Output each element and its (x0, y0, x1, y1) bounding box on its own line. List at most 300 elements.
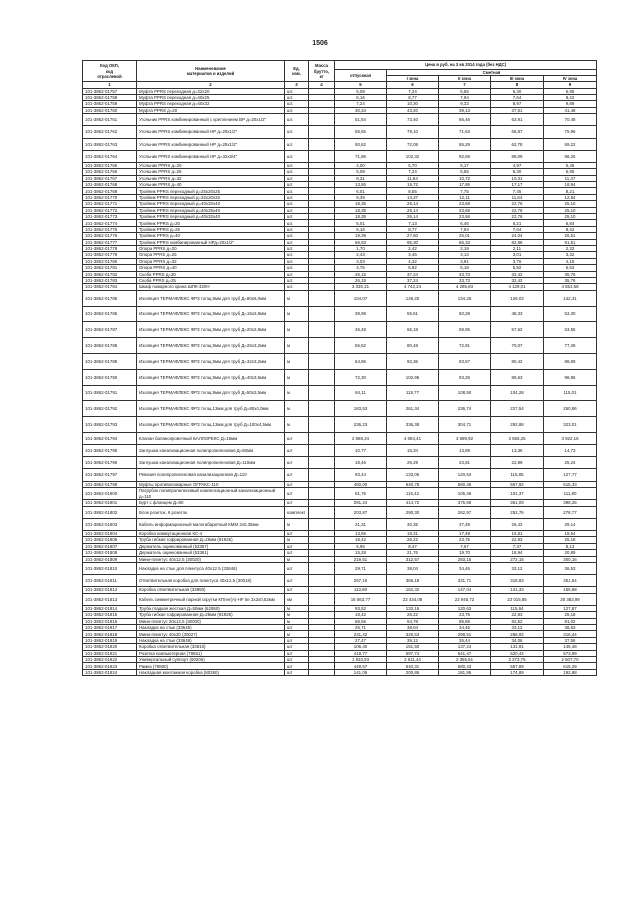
row-price-release: 26,15 (335, 271, 387, 277)
row-price-zone-2: 120,53 (439, 469, 491, 481)
row-mass (309, 353, 335, 369)
row-price-zone-3: 32,42 (491, 271, 544, 277)
row-code: 101-3862-01814 (83, 605, 137, 611)
row-price-zone-3: 557,89 (491, 663, 544, 669)
row-name: Тройник PPRS переходный д=32х20х32 (137, 194, 285, 200)
row-price-zone-3: 104,28 (491, 385, 544, 401)
row-price-zone-3: 131,91 (491, 644, 544, 650)
row-mass (309, 593, 335, 605)
row-price-zone-2: 50,28 (439, 306, 491, 322)
row-price-zone-3: 6,21 (491, 220, 544, 226)
row-unit: м (285, 417, 309, 433)
row-price-zone-4: 69,22 (544, 138, 597, 150)
row-price-zone-4: 25,18 (544, 537, 597, 543)
row-price-zone-2: 7,94 (439, 226, 491, 232)
row-code: 101-3862-01793 (83, 417, 137, 433)
row-unit: м (285, 338, 309, 354)
row-mass (309, 138, 335, 150)
row-code: 101-3862-01786 (83, 306, 137, 322)
row-code: 101-3862-01811 (83, 575, 137, 587)
row-unit: шт (285, 432, 309, 444)
row-price-zone-2: 2,19 (439, 246, 491, 252)
row-name: Универсальный суппорт (60206) (137, 657, 285, 663)
row-unit: шт. (285, 284, 309, 290)
row-code: 101-3862-01818 (83, 631, 137, 637)
row-price-zone-3: 24,04 (491, 233, 544, 239)
row-price-zone-3: 22,76 (491, 214, 544, 220)
row-price-zone-2: 85,86 (439, 618, 491, 624)
row-price-zone-1: 336,38 (387, 417, 439, 433)
row-unit: шт. (285, 201, 309, 207)
row-price-zone-4: 8,42 (544, 226, 597, 232)
row-price-zone-4: 145,48 (544, 644, 597, 650)
row-price-release: 55,55 (335, 126, 387, 138)
row-price-zone-1: 597,74 (387, 650, 439, 656)
row-price-zone-1: 15,34 (387, 445, 439, 457)
row-price-zone-2: 83,67 (439, 353, 491, 369)
row-price-zone-3: 32,42 (491, 277, 544, 283)
row-price-zone-1: 414,72 (387, 500, 439, 506)
row-price-zone-4: 8,21 (544, 188, 597, 194)
row-price-zone-4: 25,10 (544, 207, 597, 213)
row-name: Мини-плинтус 20х12,5 (30000) (137, 618, 285, 624)
row-price-release: 183,53 (335, 401, 387, 417)
row-code: 101-3862-01803 (83, 518, 137, 530)
row-price-zone-4: 155,88 (544, 587, 597, 593)
header-mass: Масса брутто, кг (309, 61, 335, 82)
row-price-release: 64,86 (335, 353, 387, 369)
row-mass (309, 417, 335, 433)
row-price-zone-4: 25,24 (544, 457, 597, 469)
row-price-zone-1: 80,48 (387, 338, 439, 354)
row-name: Мини-плинтус 40х12,5 (30020) (137, 556, 285, 562)
row-unit: м (285, 290, 309, 306)
row-price-zone-4: 12,84 (544, 194, 597, 200)
row-price-zone-1: 66,18 (387, 322, 439, 338)
row-price-zone-4: 91,02 (544, 618, 597, 624)
row-unit: шт (285, 644, 309, 650)
row-price-zone-3: 89,63 (491, 369, 544, 385)
row-code: 101-3862-01822 (83, 657, 137, 663)
row-price-release: 9,39 (335, 194, 387, 200)
row-price-zone-1: 4 742,24 (387, 284, 439, 290)
row-code: 101-3862-01771 (83, 201, 137, 207)
row-price-zone-2: 23 945,72 (439, 593, 491, 605)
row-code: 101-3862-01776 (83, 233, 137, 239)
row-price-zone-1: 102,95 (387, 369, 439, 385)
row-name: Мини-плинтус 40х20 (30027) (137, 631, 285, 637)
row-price-zone-4: 8,42 (544, 95, 597, 101)
row-code: 101-3862-01813 (83, 593, 137, 605)
header-price-title: Цена в руб. на 3 кв 2014 года (без НДС) (335, 61, 597, 70)
row-price-zone-1: 148,20 (387, 290, 439, 306)
row-code: 101-3862-01780 (83, 258, 137, 264)
row-price-zone-3: 7,64 (491, 95, 544, 101)
row-price-zone-4: 8,13 (544, 543, 597, 549)
row-price-zone-1: 37,24 (387, 271, 439, 277)
row-name: Коробка ответвительная (33850) (137, 587, 285, 593)
row-code: 101-3862-01765 (83, 162, 137, 168)
row-code: 101-3862-01759 (83, 101, 137, 107)
row-price-zone-3: 4,97 (491, 162, 544, 168)
row-code: 101-3862-01775 (83, 226, 137, 232)
row-price-release: 3,03 (335, 258, 387, 264)
row-price-zone-1: 3,46 (387, 252, 439, 258)
row-mass (309, 457, 335, 469)
row-price-zone-2: 7,94 (439, 95, 491, 101)
row-price-zone-1: 39,12 (387, 637, 439, 643)
table-row (83, 150, 597, 162)
row-code: 101-3862-01758 (83, 95, 137, 101)
row-code: 101-3862-01796 (83, 457, 137, 469)
row-price-zone-4: 6,84 (544, 220, 597, 226)
row-price-zone-3: 141,33 (491, 587, 544, 593)
row-price-zone-3: 318,83 (491, 575, 544, 587)
header-zone-3: III зона (491, 76, 544, 82)
row-unit: комплект (285, 506, 309, 518)
row-mass (309, 385, 335, 401)
row-price-zone-2: 7,67 (439, 543, 491, 549)
row-name: Изоляция ТЕРМАФЛЕКС ФРЗ толщ.9мм для труб Д=80х6,0мм (137, 290, 285, 306)
row-name: Накладка на стык для плинтуса 40х12.5 (33646) (137, 562, 285, 574)
row-price-zone-1: 30,35 (387, 518, 439, 530)
row-price-release: 19,39 (335, 233, 387, 239)
row-price-zone-2: 19,70 (439, 550, 491, 556)
row-name: Труба гибкая гофрированная Д=25мм (91925) (137, 537, 285, 543)
row-price-release: 84,11 (335, 385, 387, 401)
row-price-zone-3: 13,35 (491, 445, 544, 457)
row-price-zone-3: 174,89 (491, 669, 544, 675)
row-price-release: 2,43 (335, 252, 387, 258)
row-price-zone-2: 71,63 (439, 126, 491, 138)
column-number: 2 (137, 82, 285, 88)
row-name: Коробка ответвительная (33810) (137, 644, 285, 650)
row-name: Держатель оцинкованный (53357) (137, 543, 285, 549)
row-price-release: 6,01 (335, 188, 387, 194)
row-unit: шт (285, 625, 309, 631)
row-unit: м (285, 369, 309, 385)
row-price-zone-4: 35,76 (544, 277, 597, 283)
row-price-zone-4: 18,54 (544, 531, 597, 537)
row-unit: шт (285, 637, 309, 643)
table-row (83, 369, 597, 385)
row-unit: м (285, 518, 309, 530)
row-name: Изоляция ТЕРМАФЛЕКС ФРЗ толщ.13мм для труб Д=100х4,5мм (137, 417, 285, 433)
row-price-zone-2: 12,11 (439, 194, 491, 200)
table-row (83, 669, 597, 675)
row-price-zone-1: 102,32 (387, 150, 439, 162)
row-price-zone-3: 33,12 (491, 625, 544, 631)
row-price-zone-2: 23,68 (439, 207, 491, 213)
row-name: Ответвительная коробка для плинтуса 40х12.5 (30018) (137, 575, 285, 587)
row-price-zone-4: 36,53 (544, 562, 597, 574)
row-price-zone-2: 23,75 (439, 612, 491, 618)
row-name: Рамка (78800) (137, 663, 285, 669)
table-row (83, 306, 597, 322)
row-price-zone-1: 8,77 (387, 95, 439, 101)
row-name: Розетка компьютерная (79651) (137, 650, 285, 656)
row-price-zone-1: 5,70 (387, 162, 439, 168)
row-price-zone-4: 98,86 (544, 369, 597, 385)
row-price-zone-1: 19,72 (387, 182, 439, 188)
row-price-release: 66,56 (335, 618, 387, 624)
row-price-zone-4: 70,48 (544, 114, 597, 126)
row-price-release: 13,85 (335, 182, 387, 188)
row-unit: м (285, 605, 309, 611)
row-price-zone-2: 92,69 (439, 150, 491, 162)
row-price-zone-1: 7,24 (387, 88, 439, 94)
header-name: Наименование материалов и изделий (137, 61, 285, 82)
row-name: Угольник PPRS д=32 (137, 175, 285, 181)
row-unit: м (285, 556, 309, 562)
row-price-zone-2: 147,04 (439, 587, 491, 593)
row-price-zone-1: 43,20 (387, 107, 439, 113)
row-price-zone-1: 6,82 (387, 265, 439, 271)
row-price-zone-2: 9,33 (439, 101, 491, 107)
row-price-zone-4: 192,88 (544, 669, 597, 675)
row-price-zone-1: 27,60 (387, 233, 439, 239)
row-price-zone-3: 70,07 (491, 338, 544, 354)
row-price-release: 4,76 (335, 265, 387, 271)
row-price-zone-1: 200,86 (387, 669, 439, 675)
row-price-zone-2: 3,13 (439, 252, 491, 258)
row-code: 101-3862-01772 (83, 207, 137, 213)
row-name: Тройник PPRS переходный д=25х20х25 (137, 188, 285, 194)
row-mass (309, 338, 335, 354)
header-unit: Ед. изм. (285, 61, 309, 82)
row-price-zone-4: 127,77 (544, 469, 597, 481)
row-price-zone-2: 331,71 (439, 575, 491, 587)
row-mass (309, 150, 335, 162)
row-price-release: 72,30 (335, 369, 387, 385)
row-name: Муфта PPRS переходная д=40х32 (137, 101, 285, 107)
row-price-zone-3: 80,42 (491, 353, 544, 369)
row-price-zone-2: 35,44 (439, 637, 491, 643)
row-price-zone-2: 6,55 (439, 88, 491, 94)
row-price-zone-4: 41,48 (544, 107, 597, 113)
row-mass (309, 322, 335, 338)
row-price-zone-1: 26,22 (387, 537, 439, 543)
row-price-release: 1,70 (335, 246, 387, 252)
row-price-zone-2: 59,95 (439, 322, 491, 338)
row-code: 101-3862-01768 (83, 182, 137, 188)
row-name: Заглушка канализационная полипропиленовая Д=50мм (137, 445, 285, 457)
column-number: 4 (309, 82, 335, 88)
row-price-zone-3: 62,78 (491, 138, 544, 150)
row-price-zone-3: 4 129,01 (491, 284, 544, 290)
row-name: Угольник PPRS д=25 (137, 169, 285, 175)
row-price-zone-1: 26,22 (387, 612, 439, 618)
row-price-zone-1: 73,40 (387, 114, 439, 126)
row-name: Опора PPRS д=25 (137, 252, 285, 258)
row-name: Скоба PPRS д=20 (137, 271, 285, 277)
row-code: 101-3862-01783 (83, 277, 137, 283)
row-price-zone-1: 23 434,08 (387, 593, 439, 605)
row-code: 101-3862-01763 (83, 138, 137, 150)
row-price-zone-4: 11,37 (544, 175, 597, 181)
row-price-zone-1: 11,84 (387, 175, 439, 181)
row-price-zone-4: 6,95 (544, 88, 597, 94)
row-price-zone-4: 3 922,16 (544, 432, 597, 444)
row-price-zone-4: 98,25 (544, 150, 597, 162)
row-name: Угольник PPRS комбинированный НР д=32х3/4" (137, 150, 285, 162)
row-price-zone-2: 66,46 (439, 114, 491, 126)
page-number: 1506 (312, 40, 328, 47)
row-price-zone-4: 25,10 (544, 214, 597, 220)
row-price-zone-4: 75,96 (544, 126, 597, 138)
row-price-zone-4: 300,16 (544, 556, 597, 562)
row-price-release: 93,52 (335, 605, 387, 611)
row-price-zone-1: 7,24 (387, 169, 439, 175)
column-number: 3 (285, 82, 309, 88)
row-mass (309, 669, 335, 675)
row-price-zone-3: 33,12 (491, 562, 544, 574)
table-row (83, 401, 597, 417)
row-code: 101-3862-01797 (83, 469, 137, 481)
row-price-release: 104,07 (335, 290, 387, 306)
row-price-zone-2: 34,46 (439, 625, 491, 631)
row-price-zone-3: 22,83 (491, 612, 544, 618)
row-price-zone-2: 17,86 (439, 182, 491, 188)
row-name: Тройник PPRS комбинированный НРд=20х1/2" (137, 239, 285, 245)
row-price-release: 3 330,31 (335, 284, 387, 290)
row-name: Тройник PPRS д=40 (137, 233, 285, 239)
row-price-release: 51,54 (335, 114, 387, 126)
row-price-zone-2: 23,68 (439, 201, 491, 207)
row-price-zone-3: 7,45 (491, 188, 544, 194)
row-name: Тройник PPRS д=25 (137, 226, 285, 232)
row-price-zone-4: 5,48 (544, 162, 597, 168)
row-price-zone-3: 6,30 (491, 88, 544, 94)
row-name: Труба гибкая гофрированная Д=25мм (91925) (137, 612, 285, 618)
row-code: 101-3862-01762 (83, 126, 137, 138)
row-name: Ревизия полипропиленовая канализационная Д=110 (137, 469, 285, 481)
row-price-zone-3: 23 015,85 (491, 593, 544, 605)
row-price-zone-3: 557,92 (491, 481, 544, 487)
row-price-zone-3: 82,52 (491, 618, 544, 624)
row-price-zone-1: 10,30 (387, 101, 439, 107)
row-price-release: 30,34 (335, 107, 387, 113)
row-price-zone-1: 26,14 (387, 214, 439, 220)
row-unit: шт (285, 650, 309, 656)
row-price-release: 450,00 (335, 481, 387, 487)
row-price-zone-1: 19,31 (387, 531, 439, 537)
row-price-zone-2: 6,46 (439, 220, 491, 226)
row-price-zone-3: 6,30 (491, 169, 544, 175)
row-price-zone-2: 134,25 (439, 290, 491, 306)
row-price-zone-2: 3,91 (439, 258, 491, 264)
row-price-release: 6,16 (335, 95, 387, 101)
table-row (83, 126, 597, 138)
row-code: 101-3862-01778 (83, 246, 137, 252)
row-price-zone-4: 398,25 (544, 500, 597, 506)
row-price-zone-2: 580,43 (439, 663, 491, 669)
row-price-release: 291,24 (335, 500, 387, 506)
row-name: Опора PPRS д=32 (137, 258, 285, 264)
row-price-release: 113,80 (335, 587, 387, 593)
row-price-zone-3: 16,81 (491, 531, 544, 537)
row-price-zone-1: 21,76 (387, 550, 439, 556)
row-name: Накладная монтажная коробка (80260) (137, 669, 285, 675)
row-name: Изоляция ТЕРМАФЛЕКС ФРЗ толщ.9мм для труб Д=20х2,8мм (137, 322, 285, 338)
row-name: Угольник PPRS комбинированный НР д=25х1/2" (137, 138, 285, 150)
row-price-zone-2: 262,97 (439, 506, 491, 518)
row-unit: м (285, 401, 309, 417)
row-price-zone-4: 18,94 (544, 182, 597, 188)
row-price-zone-4: 278,77 (544, 506, 597, 518)
row-price-zone-2: 304,71 (439, 417, 491, 433)
row-price-release: 5,01 (335, 220, 387, 226)
row-code: 101-3862-01816 (83, 618, 137, 624)
row-unit: шт (285, 543, 309, 549)
row-price-zone-4: 2,32 (544, 246, 597, 252)
table-row (83, 445, 597, 457)
row-unit: шт. (285, 220, 309, 226)
row-price-zone-3: 272,15 (491, 556, 544, 562)
row-price-release: 29,71 (335, 562, 387, 574)
row-price-release: 6,16 (335, 226, 387, 232)
row-unit: шт. (285, 226, 309, 232)
row-unit: шт (285, 663, 309, 669)
row-price-zone-3: 37,61 (491, 107, 544, 113)
row-price-zone-3: 3,01 (491, 252, 544, 258)
row-price-zone-4: 6,53 (544, 265, 597, 271)
table-row (83, 385, 597, 401)
row-price-zone-3: 11,64 (491, 194, 544, 200)
row-name: Изоляция ТЕРМАФЛЕКС ФРЗ толщ.9мм для труб Д=25х3,2мм (137, 338, 285, 354)
row-code: 101-3862-01808 (83, 550, 137, 556)
row-mass (309, 290, 335, 306)
row-price-zone-3: 286,92 (491, 631, 544, 637)
row-mass (309, 445, 335, 457)
row-price-release: 50,62 (335, 138, 387, 150)
row-mass (309, 562, 335, 574)
row-price-release: 18,35 (335, 201, 387, 207)
row-name: Накладка на стык (33645) (137, 625, 285, 631)
row-price-zone-3: 22,76 (491, 201, 544, 207)
row-mass (309, 575, 335, 587)
row-price-zone-1: 133,06 (387, 469, 439, 481)
row-name: Опора PPRS д=20 (137, 246, 285, 252)
row-price-zone-3: 8,97 (491, 101, 544, 107)
row-name: Держатель оцинкованный (53361) (137, 550, 285, 556)
table-row (83, 114, 597, 126)
row-name: Тройник PPRS переходный д=40х20х40 (137, 201, 285, 207)
row-price-release: 38,98 (335, 306, 387, 322)
row-price-zone-4: 63,55 (544, 322, 597, 338)
row-price-zone-1: 261,34 (387, 401, 439, 417)
row-code: 101-3862-01812 (83, 587, 137, 593)
table-row (83, 562, 597, 574)
table-row (83, 417, 597, 433)
row-name: Изоляция ТЕРМАФЛЕКС ФРЗ толщ.9мм для труб Д=15х2,8мм (137, 306, 285, 322)
row-price-zone-2: 27,49 (439, 518, 491, 530)
row-name: Патрубок полипропиленовый компенсационный канализационный д=110 (137, 488, 285, 500)
row-price-release: 71,86 (335, 150, 387, 162)
row-price-zone-4: 9,89 (544, 101, 597, 107)
row-unit: шт (285, 657, 309, 663)
row-price-zone-4: 573,99 (544, 650, 597, 656)
column-number: 9 (544, 82, 597, 88)
row-price-zone-2: 23,68 (439, 214, 491, 220)
row-name: Муфты противопожарные ОГРАКС-110 (137, 481, 285, 487)
row-code: 101-3862-01789 (83, 353, 137, 369)
row-price-zone-3: 520,44 (491, 650, 544, 656)
row-name: Бурт с фланцем Д=90 (137, 500, 285, 506)
row-price-zone-4: 615,29 (544, 663, 597, 669)
row-price-release: 4,00 (335, 162, 387, 168)
row-price-zone-4: 53,30 (544, 306, 597, 322)
